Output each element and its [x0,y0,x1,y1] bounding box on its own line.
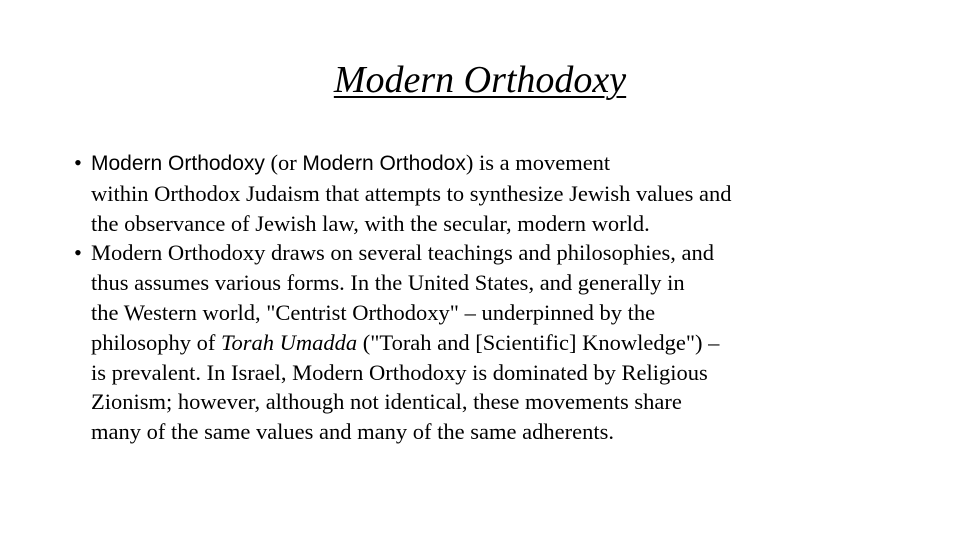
bullet-1-line-1 [91,148,914,179]
bullet-item-2 [74,238,914,447]
bullet-1-text-b: ) is a movement [465,150,611,175]
slide-title [0,56,960,104]
bullet-2-line-7: many of the same values and many of the same adherents. [91,419,614,445]
term-torah-umadda: Torah Umadda [221,329,358,355]
bullet-icon: • [74,240,82,266]
bullet-1-text-a: (or [264,150,303,175]
bullet-2-line-5: is prevalent. In Israel, Modern Orthodoxy is dominated by Religious [91,359,708,385]
bullet-item-1 [74,148,914,238]
bullet-list [74,148,914,447]
bullet-2-line-3: the Western world, "Centrist Orthodoxy" – underpinned by the [91,299,656,325]
bullet-2-line-4 [91,328,914,358]
bullet-1-line-3: the observance of Jewish law, with the secular, modern world. [91,210,650,236]
bullet-2-text-b: ("Torah and [Scientific] Knowledge") – [357,329,720,355]
bullet-2-text-a: philosophy of [91,329,222,355]
bullet-1-line-2: within Orthodox Judaism that attempts to synthesize Jewish values and [91,180,732,206]
slide-title-text: Modern Orthodoxy [333,59,627,101]
term-modern-orthodoxy: Modern Orthodoxy [91,152,265,175]
term-modern-orthodox: Modern Orthodox [302,152,466,175]
bullet-icon: • [74,150,82,175]
bullet-2-line-1: Modern Orthodoxy draws on several teachings and philosophies, and [91,240,714,266]
bullet-2-line-2: thus assumes various forms. In the United States, and generally in [91,270,685,296]
bullet-2-line-6: Zionism; however, although not identical, these movements share [91,389,682,415]
